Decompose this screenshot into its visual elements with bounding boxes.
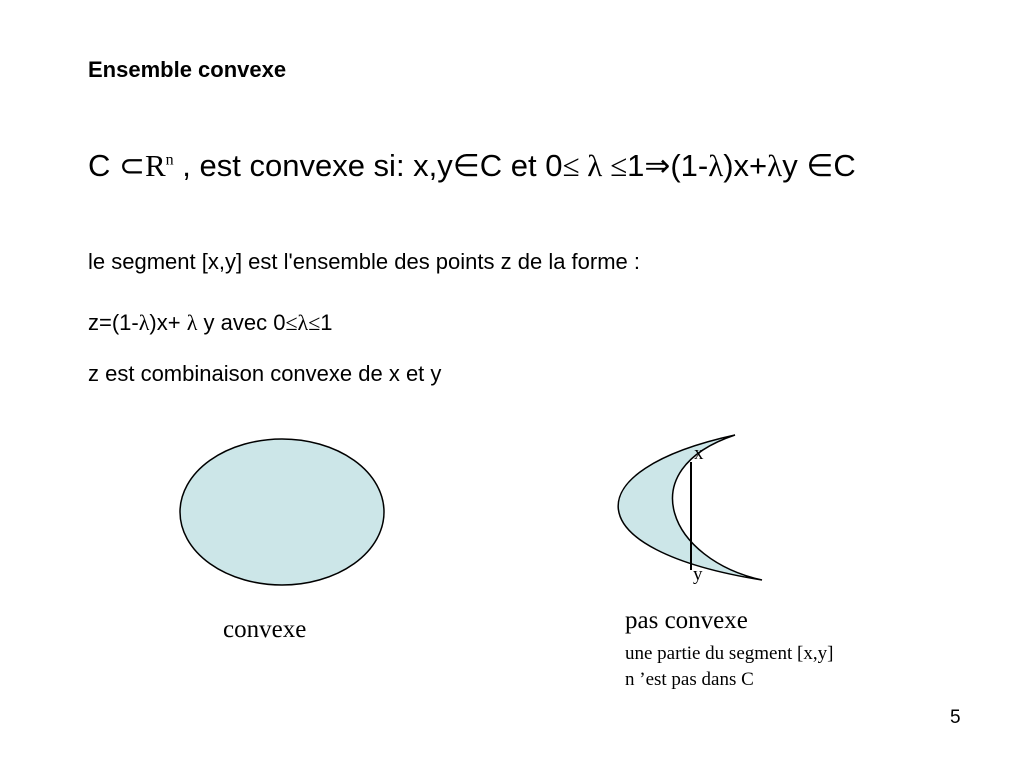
- element-of-symbol: ∈: [806, 148, 834, 183]
- lambda-symbol: λ: [767, 148, 783, 183]
- definition-text-cet: C et 0: [479, 148, 563, 183]
- formula-mid: )x+: [149, 310, 187, 335]
- lambda-symbol: λ: [138, 310, 150, 335]
- dimension-n: n: [165, 151, 174, 169]
- definition-one: 1: [627, 148, 645, 183]
- definition-y: y: [782, 148, 807, 183]
- less-equal-symbol: ≤: [562, 148, 580, 183]
- less-equal-symbol: ≤: [308, 310, 321, 335]
- segment-description: le segment [x,y] est l'ensemble des points z de la forme :: [88, 249, 641, 274]
- nonconvex-note-line1: une partie du segment [x,y]: [625, 643, 834, 664]
- lambda-symbol: λ: [579, 148, 611, 183]
- formula-avec: y avec 0: [197, 310, 286, 335]
- nonconvex-note: [625, 641, 833, 693]
- formula-start: z=(1-: [88, 310, 139, 335]
- slide-title: Ensemble convexe: [88, 57, 287, 82]
- point-y-label: y: [693, 564, 703, 585]
- definition-open: (1-: [670, 148, 709, 183]
- definition-cend: C: [833, 148, 856, 183]
- convex-set-ellipse: [180, 439, 384, 585]
- page-number: 5: [950, 707, 961, 728]
- element-of-symbol: ∈: [452, 148, 480, 183]
- lambda-symbol: λ: [297, 310, 309, 335]
- combination-statement: z est combinaison convexe de x et y: [88, 361, 442, 386]
- subset-symbol: ⊂: [119, 148, 145, 183]
- lambda-symbol: λ: [186, 310, 198, 335]
- definition-text-est: , est convexe si: x,y: [173, 148, 453, 183]
- convex-caption: convexe: [223, 616, 307, 643]
- less-equal-symbol: ≤: [610, 148, 628, 183]
- formula-end: 1: [320, 310, 333, 335]
- set-c: C: [88, 148, 119, 183]
- lambda-symbol: λ: [708, 148, 724, 183]
- definition-xplus: )x+: [723, 148, 768, 183]
- less-equal-symbol: ≤: [285, 310, 298, 335]
- implies-symbol: ⇒: [644, 148, 671, 183]
- point-x-label: x: [694, 443, 704, 464]
- real-space-r: R: [144, 148, 166, 183]
- nonconvex-caption: pas convexe: [625, 607, 748, 634]
- nonconvex-note-line2: n ’est pas dans C: [625, 669, 754, 690]
